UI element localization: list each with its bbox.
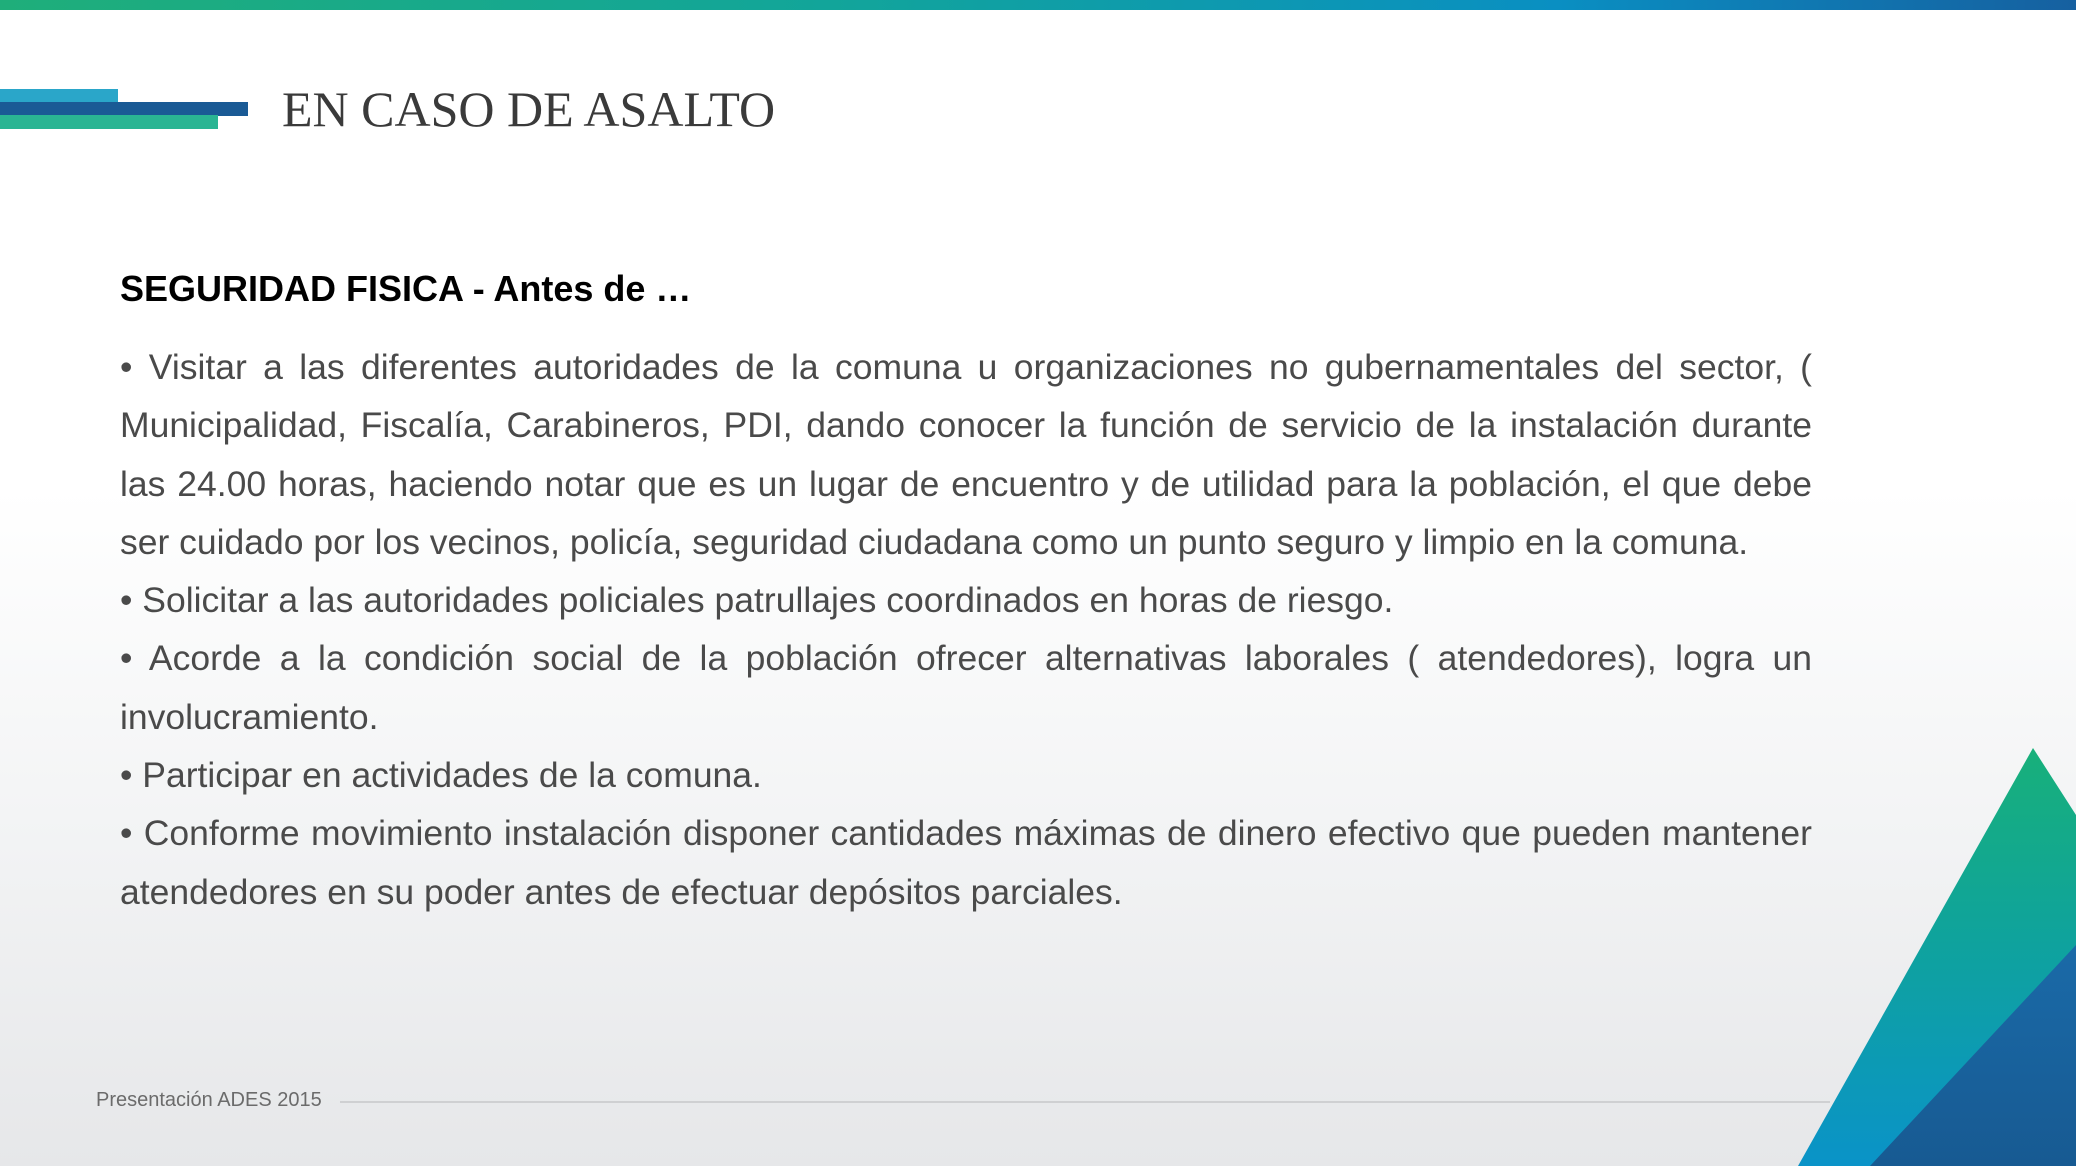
bullet-list bbox=[120, 338, 1812, 921]
bullet-item-participar: • Participar en actividades de la comuna. bbox=[120, 755, 762, 796]
title-accent-bar-green bbox=[0, 115, 218, 129]
title-accent-bar-light-blue bbox=[0, 89, 118, 103]
footer-label: Presentación ADES 2015 bbox=[96, 1089, 322, 1111]
footer-divider bbox=[340, 1101, 1830, 1103]
bullet-item-solicitar: • Solicitar a las autoridades policiales patrullajes coordinados en horas de riesgo. bbox=[120, 580, 1394, 621]
bullet-item-visitar: • Visitar a las diferentes autoridades de la comuna u organizaciones no gubernamentales del sector, ( Municipalidad, Fiscalía, Carabineros, PDI, dando conocer la función de servicio de la instalación durante las 24.00 horas, haciendo notar que es un lugar de encuentro y de utilidad para la población, el que debe ser cuidado por los vecinos, policía, seguridad ciudadana como un punto seguro y limpio en la comuna. bbox=[120, 347, 1812, 562]
top-gradient-bar bbox=[0, 0, 2076, 10]
bullet-item-conforme: • Conforme movimiento instalación disponer cantidades máximas de dinero efectivo que pueden mantener atendedores en su poder antes de efectuar depósitos parciales. bbox=[120, 813, 1812, 912]
title-accent-bar-navy bbox=[0, 102, 248, 116]
slide-title: EN CASO DE ASALTO bbox=[282, 81, 776, 137]
bullet-item-acorde: • Acorde a la condición social de la población ofrecer alternativas laborales ( atendedores), logra un involucramiento. bbox=[120, 638, 1812, 737]
corner-triangle-decoration bbox=[1790, 740, 2076, 1166]
section-heading: SEGURIDAD FISICA - Antes de … bbox=[120, 268, 692, 309]
